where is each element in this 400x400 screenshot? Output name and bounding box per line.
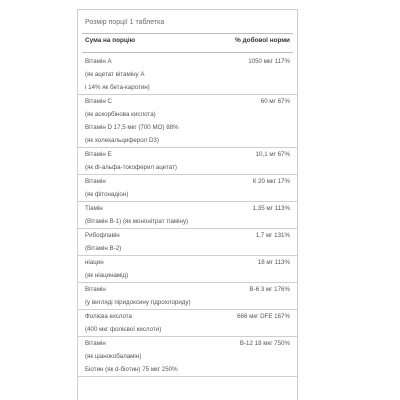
nutrient-line [78,121,297,134]
nutrient-label: Вітамін [85,286,106,293]
nutrient-label: Біотин (як d-біотин) 75 мкг 250% [85,366,178,373]
nutrient-line [78,202,297,215]
supplement-facts-panel [77,9,298,400]
nutrient-line [78,363,297,376]
serving-size: Розмір порції 1 таблетка [85,19,165,26]
nutrient-amount: 1,7 мг 131% [255,232,290,239]
nutrient-line [78,229,297,242]
nutrient-group [78,202,297,229]
nutrient-label: (як фітонадіон) [85,191,129,198]
nutrient-line [78,134,297,147]
daily-value-header: % добової норми [235,37,290,44]
nutrient-amount: B-12 18 мкг 750% [239,340,290,347]
nutrient-group [78,310,297,337]
nutrient-line [78,148,297,161]
nutrient-amount: 1050 мкг 117% [248,58,290,65]
nutrient-line [78,68,297,81]
amount-per-serving-header: Сума на порцію [85,37,136,44]
nutrient-line [78,242,297,255]
nutrient-amount: 1,35 мг 113% [252,205,290,212]
nutrient-label: (як аскорбінова кислота) [85,111,156,118]
nutrient-line [78,256,297,269]
nutrient-amount: 10,1 мг 67% [255,151,290,158]
nutrient-group [78,148,297,175]
nutrient-label: Вітамін C [85,98,112,105]
nutrient-line [78,337,297,350]
divider [82,33,293,34]
nutrient-label: Вітамін [85,178,106,185]
nutrient-label: (Вітамін B-2) [85,245,122,252]
nutrient-label: (як dl-альфа-токоферил ацетат) [85,164,177,171]
nutrient-label: Рибофлавін [85,232,120,239]
nutrient-label: (як ціанокобаламін) [85,353,142,360]
nutrient-line [78,55,297,68]
nutrient-line [78,175,297,188]
divider [82,52,293,53]
nutrient-group [78,337,297,377]
nutrient-group [78,283,297,310]
nutrient-line [78,350,297,363]
nutrient-label: Фолієва кислота [85,313,132,320]
nutrient-line [78,215,297,228]
nutrient-label: Вітамін E [85,151,112,158]
nutrient-line [78,161,297,174]
nutrient-label: Вітамін D 17,5 мкг (700 МО) 88% [85,124,179,131]
nutrient-amount: 666 мкг DFE 167% [237,313,290,320]
nutrient-list [78,55,297,400]
nutrient-label: Тіамін [85,205,103,212]
nutrient-group [78,95,297,148]
nutrient-line [78,310,297,323]
nutrient-group [78,229,297,256]
nutrient-label: (як ацетат вітаміну A [85,71,145,78]
nutrient-label: (400 мкг фолієвої кислоти) [85,326,162,333]
nutrient-group [78,256,297,283]
nutrient-amount: К 20 мкг 17% [252,178,290,185]
nutrient-line [78,283,297,296]
nutrient-line [78,323,297,336]
nutrient-line [78,296,297,309]
nutrient-line [78,269,297,282]
nutrient-label: Вітамін A [85,58,112,65]
nutrient-line [78,188,297,201]
nutrient-group [78,55,297,95]
nutrient-amount: 18 мг 113% [257,259,290,266]
nutrient-label: Вітамін [85,340,106,347]
nutrient-amount: 60 мг 67% [260,98,290,105]
nutrient-label: (у вигляді піридоксину гідрохлориду) [85,299,191,306]
nutrient-label: ніацин [85,259,104,266]
nutrient-line [78,108,297,121]
nutrient-line [78,81,297,94]
nutrient-group [78,175,297,202]
nutrient-label: і 14% як бета-каротин) [85,84,150,91]
nutrient-amount: B-6 3 мг 176% [249,286,290,293]
nutrient-label: (як холекальциферол D3) [85,137,159,144]
nutrient-label: (Вітамін B-1) (як мононітрат тіаміну) [85,218,189,225]
nutrient-label: (як ніацинамід) [85,272,129,279]
table-header [85,37,290,49]
nutrient-line [78,95,297,108]
